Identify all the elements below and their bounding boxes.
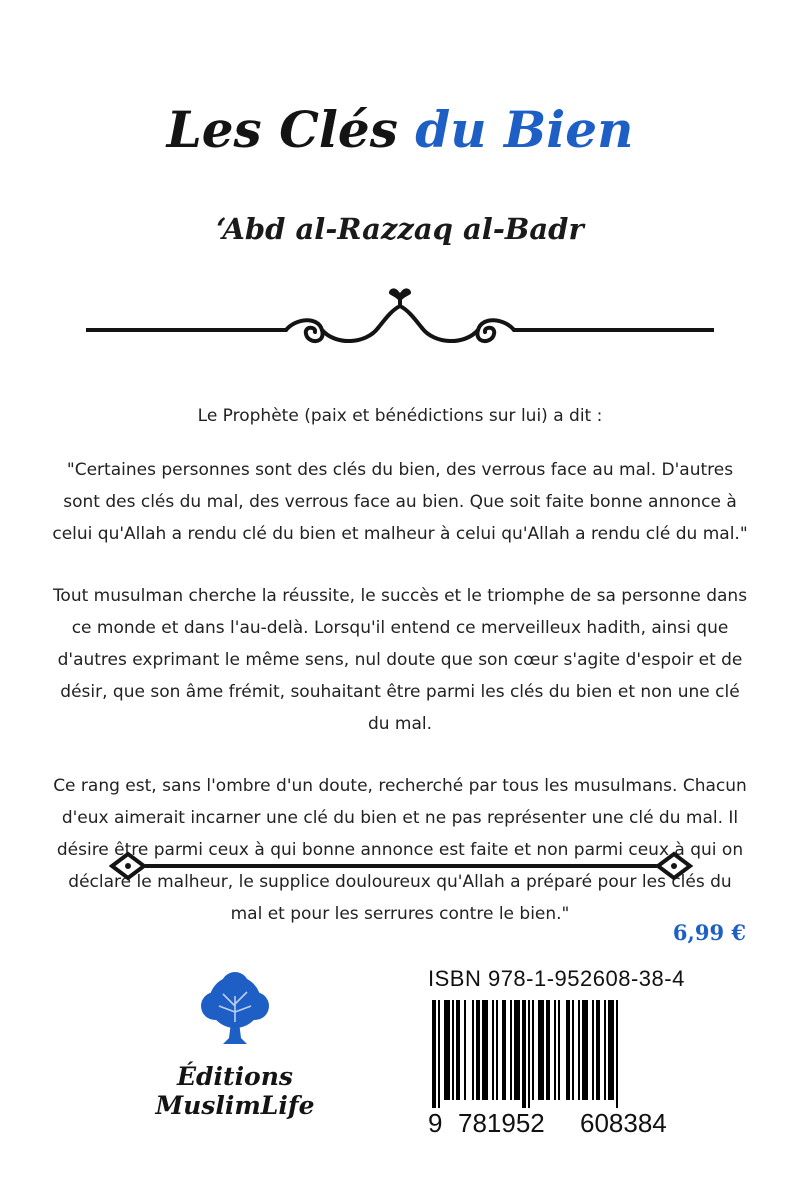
barcode-bar bbox=[554, 1000, 556, 1100]
barcode-bar bbox=[608, 1000, 614, 1100]
barcode-bar bbox=[456, 1000, 460, 1100]
barcode-bar bbox=[432, 1000, 436, 1108]
barcode-bar bbox=[492, 1000, 494, 1100]
title-main: Les Clés bbox=[166, 100, 398, 159]
barcode-digits-group-1: 781952 bbox=[458, 1108, 545, 1138]
barcode-bar bbox=[438, 1000, 440, 1108]
barcode-bar bbox=[592, 1000, 594, 1100]
barcode-bar bbox=[510, 1000, 512, 1100]
intro-line: Le Prophète (paix et bénédictions sur lui) a dit : bbox=[197, 406, 603, 426]
author-name: ‘Abd al-Razzaq al-Badr bbox=[216, 212, 584, 246]
barcode-bar bbox=[532, 1000, 534, 1100]
barcode-bar bbox=[604, 1000, 606, 1100]
barcode-bar bbox=[464, 1000, 466, 1100]
title-accent: du Bien bbox=[415, 100, 634, 159]
barcode-digit-lead: 9 bbox=[428, 1108, 443, 1138]
publisher-name: Éditions MuslimLife bbox=[155, 1062, 315, 1120]
barcode-bar bbox=[472, 1000, 474, 1100]
hadith-quote: "Certaines personnes sont des clés du bien, des verrous face au mal. D'autres sont des clés du mal, des verrous face au bien. Que soit faite bonne annonce à celui qu'Allah a rendu clé du bien et malheur à celui qu'Allah a rendu clé du mal." bbox=[52, 460, 748, 544]
barcode-bar bbox=[596, 1000, 600, 1100]
ornament-divider-bottom bbox=[108, 848, 694, 884]
barcode-bar bbox=[578, 1000, 580, 1100]
book-title bbox=[0, 100, 800, 159]
barcode-bar bbox=[522, 1000, 526, 1108]
isbn-label: ISBN 978-1-952608-38-4 bbox=[428, 966, 685, 991]
publisher-block bbox=[100, 972, 370, 1120]
barcode-bar bbox=[566, 1000, 570, 1100]
barcode-bar bbox=[546, 1000, 550, 1100]
barcode-bar bbox=[444, 1000, 450, 1100]
barcode-bar bbox=[502, 1000, 506, 1100]
price-label: 6,99 € bbox=[672, 920, 746, 945]
barcode-bar bbox=[616, 1000, 618, 1108]
barcode-bar bbox=[582, 1000, 588, 1100]
barcode-bars bbox=[428, 1000, 684, 1108]
barcode-bar bbox=[476, 1000, 480, 1100]
barcode-bar bbox=[538, 1000, 544, 1100]
barcode-bar bbox=[528, 1000, 530, 1108]
barcode-bar bbox=[572, 1000, 574, 1100]
barcode-digits-group-2: 608384 bbox=[580, 1108, 667, 1138]
barcode-bar bbox=[452, 1000, 454, 1100]
ornament-divider-top bbox=[86, 288, 714, 350]
barcode-bar bbox=[482, 1000, 488, 1100]
barcode-bar bbox=[558, 1000, 560, 1100]
tree-icon bbox=[197, 972, 273, 1048]
description-paragraph-2: Ce rang est, sans l'ombre d'un doute, recherché par tous les musulmans. Chacun d'eux aimerait incarner une clé du bien et ne pas représenter une clé du mal. Il désire être parmi ceux à qui bonne annonce est faite et non parmi ceux à qui on déclare le malheur, le supplice douloureux qu'Allah a préparé pour les clés du mal et pour les serrures contre le bien." bbox=[53, 776, 747, 924]
barcode-bar bbox=[496, 1000, 498, 1100]
barcode-digits bbox=[428, 1108, 688, 1140]
description-paragraph-1: Tout musulman cherche la réussite, le succès et le triomphe de sa personne dans ce monde et dans l'au-delà. Lorsqu'il entend ce merveilleux hadith, ainsi que d'autres exprimant le même sens, nul doute que son cœur s'agite d'espoir et de désir, que son âme frémit, souhaitant être parmi les clés du bien et non une clé du mal. bbox=[52, 586, 748, 734]
isbn-barcode bbox=[428, 966, 688, 1140]
barcode-bar bbox=[514, 1000, 520, 1100]
